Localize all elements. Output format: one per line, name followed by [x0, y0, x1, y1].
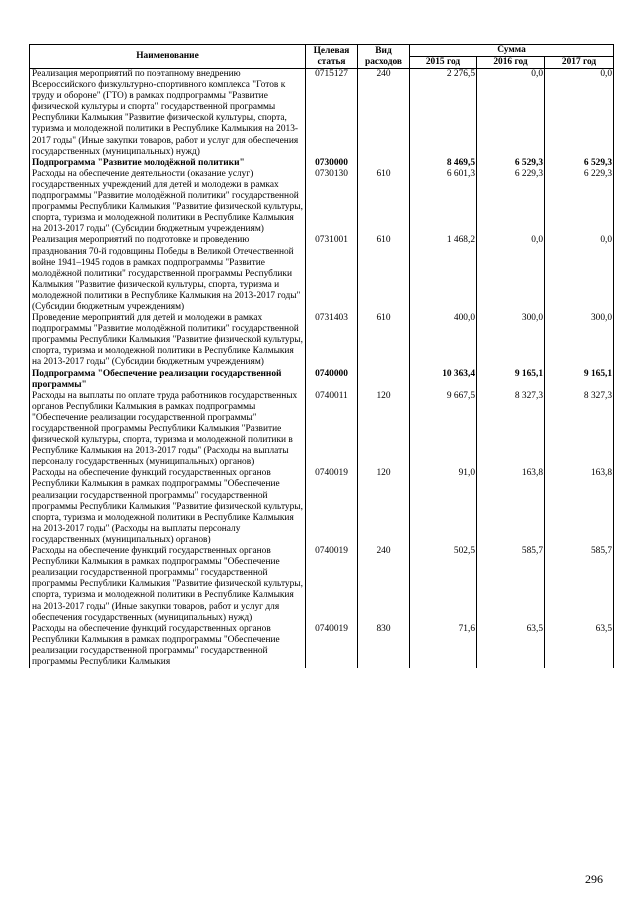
row-2016: 63,5: [477, 624, 545, 668]
table-body: [30, 69, 614, 669]
row-2015: 2 276,5: [410, 69, 477, 158]
row-vid: 610: [358, 235, 410, 313]
header-year-2015: 2015 год: [410, 57, 477, 69]
header-article-line2: статья: [317, 56, 346, 67]
row-code: 0740019: [306, 624, 358, 668]
row-code: 0740019: [306, 468, 358, 546]
row-2016: 8 327,3: [477, 391, 545, 469]
row-name: Подпрограмма "Обеспечение реализации государственной программы": [30, 369, 306, 391]
row-name: Подпрограмма "Развитие молодёжной политики": [30, 158, 306, 169]
row-name: Расходы на обеспечение функций государственных органов Республики Калмыкия в рамках подпрограммы "Обеспечение реализации государственной программы" государственной программы Республики Калмыкия "Развитие физической культуры, спорта, туризма и молодежной политики в Республике Калмыкия на 2013-2017 годы" (Иные закупки товаров, работ и услуг для обеспечения государственных (муниципальных) нужд): [30, 546, 306, 624]
row-2016: 585,7: [477, 546, 545, 624]
row-2016: 300,0: [477, 313, 545, 368]
row-2015: 400,0: [410, 313, 477, 368]
row-vid: 120: [358, 391, 410, 469]
page-number: 296: [585, 872, 603, 886]
row-2017: 6 529,3: [545, 158, 614, 169]
header-year-2016: 2016 год: [477, 57, 545, 69]
row-2017: 300,0: [545, 313, 614, 368]
row-vid: 240: [358, 69, 410, 158]
row-2015: 502,5: [410, 546, 477, 624]
row-2015: 6 601,3: [410, 169, 477, 236]
row-name: Расходы на выплаты по оплате труда работников государственных органов Республики Калмыкия в рамках подпрограммы "Обеспечение реализации государственной программы" государственной программы Республики Калмыкия "Развитие физической культуры, спорта, туризма и молодежной политики в Республике Калмыкия на 2013-2017 годы" (Расходы на выплаты персоналу государственных (муниципальных) органов): [30, 391, 306, 469]
row-2017: 63,5: [545, 624, 614, 668]
row-2015: 9 667,5: [410, 391, 477, 469]
subprogram-row: [30, 158, 614, 169]
table-row: [30, 69, 614, 158]
row-2016: 0,0: [477, 69, 545, 158]
row-name: Расходы на обеспечение функций государственных органов Республики Калмыкия в рамках подпрограммы "Обеспечение реализации государственной программы" государственной программы Республики Калмыкия: [30, 624, 306, 668]
row-name: Реализация мероприятий по поэтапному внедрению Всероссийского физкультурно-спортивного комплекса "Готов к труду и обороне" (ГТО) в рамках подпрограммы "Развитие физической культуры и спорта" государственной программы Республики Калмыкия "Развитие физической культуры, спорта, туризма и молодежной политики в Республике Калмыкия на 2013-2017 годы" (Иные закупки товаров, работ и услуг для обеспечения государственных (муниципальных) нужд): [30, 69, 306, 158]
row-vid: 610: [358, 169, 410, 236]
row-code: 0730000: [306, 158, 358, 169]
row-code: 0731403: [306, 313, 358, 368]
subprogram-row: [30, 369, 614, 391]
table-row: [30, 546, 614, 624]
row-2016: 0,0: [477, 235, 545, 313]
row-name: Расходы на обеспечение деятельности (оказание услуг) государственных учреждений для детей и молодежи в рамках подпрограммы "Развитие молодёжной политики" государственной программы Республики Калмыкия "Развитие физической культуры, спорта, туризма и молодежной политики в Республике Калмыкия на 2013-2017 годы" (Субсидии бюджетным учреждениям): [30, 169, 306, 236]
table-row: [30, 391, 614, 469]
table-row: [30, 169, 614, 236]
row-2017: 8 327,3: [545, 391, 614, 469]
row-2015: 1 468,2: [410, 235, 477, 313]
row-code: 0740000: [306, 369, 358, 391]
row-2016: 163,8: [477, 468, 545, 546]
row-2017: 0,0: [545, 235, 614, 313]
row-2015: 91,0: [410, 468, 477, 546]
row-2017: 163,8: [545, 468, 614, 546]
row-2017: 585,7: [545, 546, 614, 624]
row-name: Расходы на обеспечение функций государственных органов Республики Калмыкия в рамках подпрограммы "Обеспечение реализации государственной программы" государственной программы Республики Калмыкия "Развитие физической культуры, спорта, туризма и молодежной политики в Республике Калмыкия на 2013-2017 годы" (Расходы на выплаты персоналу государственных (муниципальных) органов): [30, 468, 306, 546]
row-2017: 6 229,3: [545, 169, 614, 236]
header-article-line1: Целевая: [313, 45, 350, 56]
table-row: [30, 468, 614, 546]
header-year-2017: 2017 год: [545, 57, 614, 69]
row-code: 0730130: [306, 169, 358, 236]
row-vid: 240: [358, 546, 410, 624]
row-code: 0715127: [306, 69, 358, 158]
row-code: 0731001: [306, 235, 358, 313]
table-row: [30, 313, 614, 368]
row-2017: 9 165,1: [545, 369, 614, 391]
row-vid: [358, 158, 410, 169]
header-name: Наименование: [30, 45, 306, 69]
header-vid-line2: расходов: [365, 56, 402, 67]
row-2016: 6 529,3: [477, 158, 545, 169]
row-vid: 830: [358, 624, 410, 668]
row-2015: 8 469,5: [410, 158, 477, 169]
row-2016: 9 165,1: [477, 369, 545, 391]
row-code: 0740011: [306, 391, 358, 469]
table-row: [30, 624, 614, 668]
row-name: Проведение мероприятий для детей и молодежи в рамках подпрограммы "Развитие молодёжной политики" государственной программы Республики Калмыкия "Развитие физической культуры, спорта, туризма и молодежной политики в Республике Калмыкия на 2013-2017 годы" (Субсидии бюджетным учреждениям): [30, 313, 306, 368]
header-vid: [358, 45, 410, 69]
table-header: [30, 45, 614, 69]
header-article: [306, 45, 358, 69]
table-row: [30, 235, 614, 313]
row-name: Реализация мероприятий по подготовке и проведению празднования 70-й годовщины Победы в Великой Отечественной войне 1941–1945 годов в рамках подпрограммы "Развитие молодёжной политики" государственной программы Республики Калмыкия "Развитие физической культуры, спорта, туризма и молодежной политики в Республике Калмыкия на 2013-2017 годы" (Субсидии бюджетным учреждениям): [30, 235, 306, 313]
row-2015: 10 363,4: [410, 369, 477, 391]
header-vid-line1: Вид: [375, 45, 392, 56]
row-2015: 71,6: [410, 624, 477, 668]
row-2017: 0,0: [545, 69, 614, 158]
row-2016: 6 229,3: [477, 169, 545, 236]
row-code: 0740019: [306, 546, 358, 624]
header-sum: Сумма: [410, 45, 614, 57]
row-vid: 610: [358, 313, 410, 368]
row-vid: [358, 369, 410, 391]
budget-table: [29, 44, 614, 668]
row-vid: 120: [358, 468, 410, 546]
